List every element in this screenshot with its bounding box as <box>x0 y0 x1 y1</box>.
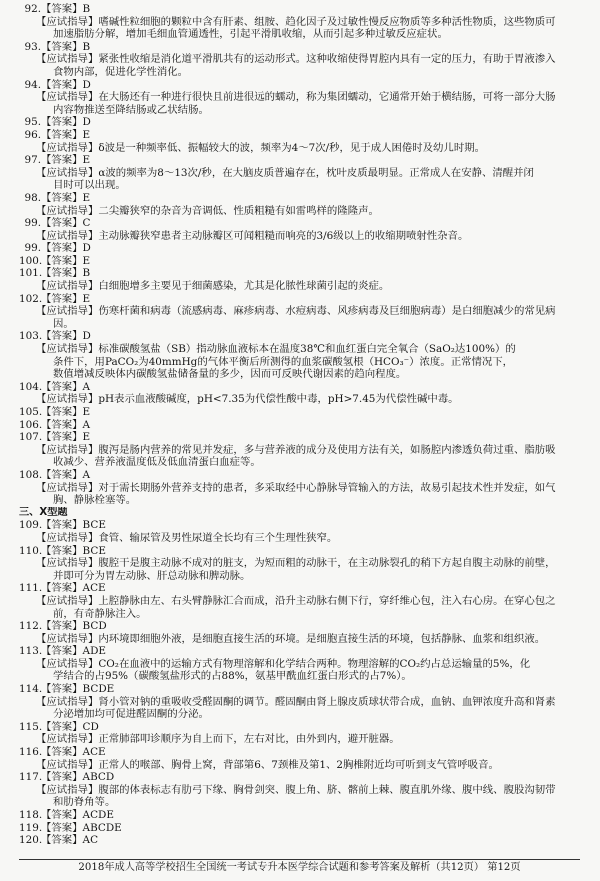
guide-line: 【应试指导】CO₂在血液中的运输方式有物理溶解和化学结合两种。物理溶解的CO₂约占总运输量的5%，化 <box>36 657 531 670</box>
answer-line <box>19 41 580 54</box>
answer-key: 【答案】ACE <box>41 746 106 759</box>
answer-key: 【答案】E <box>41 128 91 141</box>
question-number: 101. <box>19 267 43 280</box>
answer-entry <box>19 519 580 544</box>
guide-line: 前，有奇静脉注入。 <box>53 607 147 620</box>
answer-line <box>19 79 580 92</box>
question-number: 106. <box>19 418 43 431</box>
answer-entry <box>19 469 580 507</box>
answer-entry <box>19 3 580 41</box>
guide-line: 【应试指导】腹腔干是腹主动脉不成对的脏支，为短而粗的动脉干，在主动脉裂孔的稍下方起自腹主动脉的前壁， <box>36 557 556 570</box>
question-number: 103. <box>19 330 43 343</box>
answer-line <box>19 834 580 847</box>
question-number: 97. <box>24 154 41 167</box>
answer-entry <box>19 771 580 809</box>
question-number: 115. <box>19 720 43 733</box>
guide-line: 【应试指导】伤寒杆菌和病毒（流感病毒、麻疹病毒、水痘病毒、风疹病毒及巨细胞病毒）是白细胞减少的常见病 <box>36 305 556 318</box>
guide-line: 【应试指导】正常人的喉部、胸骨上窝，背部第6、7颈椎及第1、2胸椎附近均可听到支气管呼吸音。 <box>36 758 499 771</box>
guide-line: 并即可分为胃左动脉、肝总动脉和脾动脉。 <box>53 569 251 582</box>
question-number: 105. <box>19 406 43 418</box>
question-number: 118. <box>19 809 43 821</box>
guide-text <box>19 280 580 293</box>
guide-text <box>19 444 580 469</box>
question-number: 93. <box>24 40 41 53</box>
answer-key: 【答案】D <box>41 242 91 255</box>
answer-line <box>19 129 580 142</box>
answer-line <box>19 154 580 167</box>
answer-entry <box>19 721 580 746</box>
guide-text <box>19 305 580 330</box>
question-number: 120. <box>19 834 43 847</box>
question-number: 98. <box>24 191 41 204</box>
answer-key: 【答案】ABCD <box>41 771 115 784</box>
answer-entry <box>19 255 580 268</box>
answer-line <box>19 746 580 759</box>
question-number: 102. <box>19 292 43 305</box>
question-number: 113. <box>19 645 43 658</box>
question-number: 92. <box>24 3 41 15</box>
guide-text <box>19 557 580 582</box>
answer-entry <box>19 834 580 847</box>
answer-key: 【答案】ABCDE <box>41 821 122 834</box>
answer-key: 【答案】BCE <box>41 544 106 557</box>
answer-line <box>19 721 580 734</box>
answer-key: 【答案】E <box>41 406 91 418</box>
guide-line: 【应试指导】白细胞增多主要见于细菌感染，尤其是化脓性球菌引起的炎症。 <box>36 280 390 293</box>
answer-entry <box>19 242 580 255</box>
answer-line <box>19 545 580 558</box>
answer-key: 【答案】B <box>41 40 91 53</box>
guide-line: 【应试指导】主动脉瓣狭窄患者主动脉瓣区可闻粗糙而响亮的3/6级以上的收缩期喷射性杂音。 <box>36 229 469 242</box>
guide-text <box>19 633 580 646</box>
answer-entry <box>19 293 580 331</box>
answer-key: 【答案】BCDE <box>41 683 115 696</box>
guide-line: 【应试指导】紧张性收缩是消化道平滑肌共有的运动形式。这种收缩使得胃腔内具有一定的压力，有助于胃液渗入 <box>36 53 556 66</box>
section-heading: 三、X型题 <box>19 506 68 518</box>
guide-text <box>19 16 580 41</box>
guide-line: 食物内部，促进化学性消化。 <box>53 65 189 78</box>
answer-line <box>19 267 580 280</box>
answer-entry <box>19 192 580 217</box>
answer-entry <box>19 545 580 583</box>
answer-entry <box>19 683 580 721</box>
question-number: 117. <box>19 771 43 784</box>
answer-entry <box>19 129 580 154</box>
answer-key: 【答案】E <box>41 154 91 167</box>
guide-line: 条件下，用PaCO₂为40mmHg的气体平衡后所测得的血浆碳酸氢根（HCO₃⁻）浓度。正常情况下， <box>53 355 514 368</box>
question-number: 111. <box>19 582 43 595</box>
guide-line: 【应试指导】α波的频率为8～13次/秒，在大脑皮质普遍存在，枕叶皮质最明显。正常成人在安静、清醒并闭 <box>36 166 534 179</box>
answer-line <box>19 683 580 696</box>
question-number: 104. <box>19 380 43 393</box>
answer-line <box>19 255 580 268</box>
guide-text <box>19 784 580 809</box>
question-number: 99. <box>24 242 41 255</box>
answer-line <box>19 330 580 343</box>
answer-key: 【答案】C <box>41 217 91 230</box>
answer-key: 【答案】BCE <box>41 519 106 532</box>
answer-key: 【答案】A <box>41 418 91 431</box>
answer-line <box>19 620 580 633</box>
answer-key: 【答案】ADE <box>41 645 106 658</box>
guide-line: 和肋脊角等。 <box>53 796 116 809</box>
answer-key: 【答案】B <box>41 3 91 15</box>
guide-text <box>19 696 580 721</box>
answer-line <box>19 406 580 419</box>
answer-line <box>19 3 580 16</box>
question-number: 116. <box>19 746 43 759</box>
guide-line: 胸、静脉栓塞等。 <box>53 494 137 507</box>
answer-entry <box>19 116 580 129</box>
guide-text <box>19 91 580 116</box>
guide-line: 分泌增加均可促进醛固酮的分泌。 <box>53 708 209 721</box>
answer-line <box>19 645 580 658</box>
answer-entry <box>19 330 580 380</box>
answer-key: 【答案】BCD <box>41 620 107 633</box>
guide-text <box>19 343 580 381</box>
answer-entry <box>19 154 580 192</box>
guide-line: 【应试指导】食管、输尿管及男性尿道全长均有三个生理性狭窄。 <box>36 531 338 544</box>
guide-text <box>19 532 580 545</box>
guide-line: 【应试指导】二尖瓣狭窄的杂音为音调低、性质粗糙有如雷鸣样的隆隆声。 <box>36 204 379 217</box>
answer-line <box>19 771 580 784</box>
question-number: 95. <box>24 116 41 129</box>
answer-entry <box>19 419 580 432</box>
guide-text <box>19 142 580 155</box>
answer-entry <box>19 41 580 79</box>
guide-line: 【应试指导】嗜碱性粒细胞的颗粒中含有肝素、组胺、趋化因子及过敏性慢反应物质等多种活性物质，这些物质可 <box>36 15 556 28</box>
answer-key: 【答案】ACE <box>41 582 106 595</box>
guide-line: 【应试指导】正常肺部叩诊顺序为自上而下，左右对比，由外到内，避开脏器。 <box>36 733 400 746</box>
answer-key: 【答案】AC <box>41 834 99 847</box>
answer-entry <box>19 79 580 117</box>
answer-key: 【答案】A <box>41 468 91 481</box>
guide-text <box>19 759 580 772</box>
answer-entry <box>19 381 580 406</box>
guide-line: 【应试指导】肾小管对钠的重吸收受醛固酮的调节。醛固酮由肾上腺皮质球状带合成，血钠、血钾浓度升高和肾素 <box>36 695 556 708</box>
question-number: 109. <box>19 519 43 532</box>
answer-key: 【答案】E <box>41 191 91 204</box>
answer-entry <box>19 267 580 292</box>
answer-key: 【答案】D <box>41 116 91 129</box>
guide-line: 【应试指导】标准碳酸氢盐（SB）指动脉血液标本在温度38℃和血红蛋白完全氧合（SaO₂达100%）的 <box>36 343 516 356</box>
question-number: 107. <box>19 431 43 444</box>
question-number: 112. <box>19 620 43 633</box>
guide-line: 【应试指导】对于需长期肠外营养支持的患者，多采取经中心静脉导管输入的方法，故易引起技术性并发症，如气 <box>36 481 556 494</box>
guide-text <box>19 230 580 243</box>
answer-line <box>19 822 580 835</box>
question-number: 114. <box>19 683 43 696</box>
answer-line <box>19 519 580 532</box>
guide-text <box>19 393 580 406</box>
answer-line <box>19 419 580 432</box>
guide-line: 因。 <box>53 317 74 330</box>
guide-text <box>19 658 580 683</box>
guide-line: 【应试指导】在大肠还有一种进行很快且前进很远的蠕动，称为集团蠕动，它通常开始于横结肠，可将一部分大肠 <box>36 91 556 104</box>
answer-key: 【答案】E <box>41 254 91 267</box>
guide-line: 【应试指导】内环境即细胞外液，是细胞直接生活的环境。是细胞直接生活的环境，包括静脉、血浆和组织液。 <box>36 632 546 645</box>
answer-line <box>19 192 580 205</box>
answer-key: 【答案】D <box>41 78 91 91</box>
guide-line: 学结合的占95%（碳酸氢盐形式的占88%，氨基甲酰血红蛋白形式的占7%）。 <box>53 670 412 683</box>
answer-key: 【答案】D <box>41 330 91 343</box>
answer-line <box>19 217 580 230</box>
question-number: 108. <box>19 468 43 481</box>
answer-entry <box>19 809 580 822</box>
answer-entry <box>19 406 580 419</box>
guide-line: 【应试指导】腹部的体表标志有肋弓下缘、胸骨剑突、腹上角、脐、髂前上棘、腹直肌外缘、腹中线、腹股沟韧带 <box>36 783 556 796</box>
answer-line <box>19 582 580 595</box>
answer-key: 【答案】CD <box>41 720 99 733</box>
answer-entry <box>19 217 580 242</box>
answer-line <box>19 116 580 129</box>
answer-list <box>19 3 580 847</box>
answer-line <box>19 242 580 255</box>
answer-entry <box>19 645 580 683</box>
answer-line <box>19 809 580 822</box>
guide-line: 【应试指导】δ波是一种频率低、振幅较大的波，频率为4～7次/秒，见于成人困倦时及幼儿时期。 <box>36 141 485 154</box>
question-number: 119. <box>19 821 43 834</box>
answer-line <box>19 469 580 482</box>
guide-line: 收减少、营养液温度低及低血清蛋白血症等。 <box>53 456 261 469</box>
answer-entry <box>19 746 580 771</box>
guide-line: 目时可以出现。 <box>53 179 126 192</box>
answer-entry <box>19 822 580 835</box>
guide-text <box>19 205 580 218</box>
guide-line: 内容物推送至降结肠或乙状结肠。 <box>53 103 209 116</box>
question-number: 99. <box>24 217 41 230</box>
guide-line: 数值增减反映体内碳酸氢盐储备量的多少，因而可反映代谢因素的趋向程度。 <box>53 368 407 381</box>
guide-line: 【应试指导】pH表示血液酸碱度，pH<7.35为代偿性酸中毒，pH>7.45为代偿性碱中毒。 <box>36 393 459 406</box>
answer-entry <box>19 582 580 620</box>
answer-key: 【答案】E <box>41 292 91 305</box>
answer-entry <box>19 431 580 469</box>
guide-line: 加速脂肪分解，增加毛细血管通透性，引起平滑肌收缩，从而引起多种过敏反应症状。 <box>53 28 448 41</box>
question-number: 110. <box>19 544 43 557</box>
answer-key: 【答案】B <box>41 267 91 280</box>
question-number: 100. <box>19 254 43 267</box>
guide-line: 【应试指导】上腔静脉由左、右头臂静脉汇合而成，沿升主动脉右侧下行，穿纤维心包，注入右心房。在穿心包之 <box>36 594 556 607</box>
footer-text: 2018年成人高等学校招生全国统一考试专升本医学综合试题和参考答案及解析（共12页） 第12页 <box>78 862 521 873</box>
answer-key: 【答案】A <box>41 380 91 393</box>
answer-line <box>19 381 580 394</box>
page-footer <box>19 859 580 876</box>
question-number: 94. <box>24 78 41 91</box>
guide-text <box>19 733 580 746</box>
answer-line <box>19 431 580 444</box>
answer-key: 【答案】E <box>41 431 91 444</box>
guide-text <box>19 53 580 78</box>
guide-text <box>19 167 580 192</box>
answer-entry <box>19 620 580 645</box>
answer-line <box>19 293 580 306</box>
question-number: 96. <box>24 128 41 141</box>
answer-key: 【答案】ACDE <box>41 809 114 821</box>
guide-text <box>19 482 580 507</box>
guide-text <box>19 595 580 620</box>
guide-line: 【应试指导】腹泻是肠内营养的常见并发症，多与营养液的成分及使用方法有关，如肠腔内渗透负荷过重、脂肪吸 <box>36 443 556 456</box>
